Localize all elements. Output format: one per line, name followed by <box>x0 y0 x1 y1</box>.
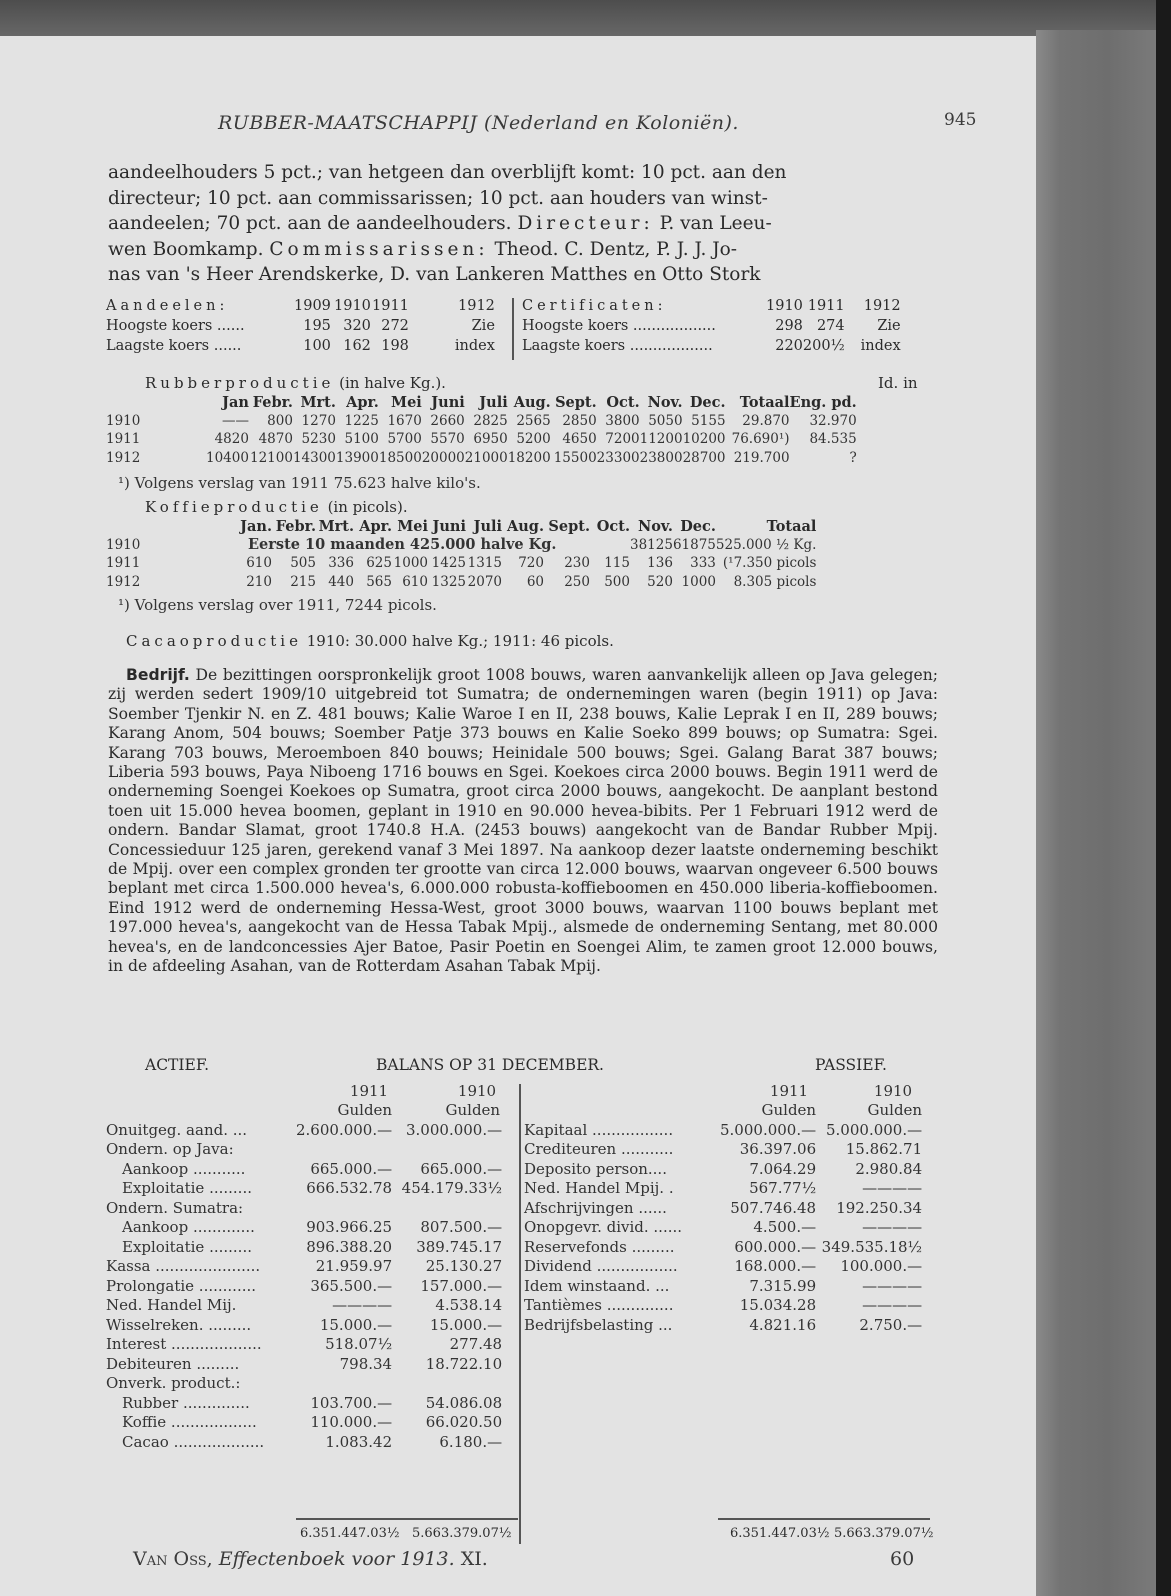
certificaten-koers-table: Certificaten: 1910 1911 1912 Hoogste koers .................. 298 274 Zie Laagste koers .................. 220 200½ index <box>522 298 901 354</box>
passief-total-rule <box>718 1518 930 1520</box>
table-row: Hoogste koers ...... 195 320 272 Zie <box>106 318 495 334</box>
table-row: Hoogste koers .................. 298 274 Zie <box>522 318 901 334</box>
cacao-production: Cacaoproductie 1910: 30.000 halve Kg.; 1911: 46 picols. <box>126 632 614 650</box>
table-row: Exploitatie ......... 666.532.78 454.179.33½ <box>122 1179 503 1198</box>
passief-total-1911: 6.351.447.03½ <box>730 1526 830 1541</box>
table-row: Ned. Handel Mpij. . 567.77½ ———— <box>524 1179 923 1198</box>
rubber-eng-header: Id. in <box>878 374 918 392</box>
intro-line-2: directeur; 10 pct. aan commissarissen; 10 pct. aan houders van winst- <box>108 187 768 209</box>
passief-heading: PASSIEF. <box>815 1056 887 1074</box>
rubber-footnote: ¹) Volgens verslag van 1911 75.623 halve kilo's. <box>118 474 481 492</box>
table-row: Koffie .................. 110.000.— 66.020.50 <box>122 1413 503 1432</box>
table-row: 1911 610 505 336 625 1000 1425 1315 720 230 115 136 333 (¹7.350 picols <box>106 555 817 572</box>
table-row: 1910 Eerste 10 maanden 425.000 halve Kg. 38125 61875 525.000 ½ Kg. <box>106 536 817 554</box>
intro-paragraph <box>108 160 938 288</box>
table-row: Kapitaal ................. 5.000.000.— 5.000.000.— <box>524 1120 923 1139</box>
balans-passief-table: 1911 1910 Gulden Gulden Kapitaal ................. 5.000.000.— 5.000.000.— Crediteuren ........... 36.397.06 15.862.71 Deposito person.... 7.064.29 2.980.84 Ned. Handel Mpij. . 567.77½ ———— Afschrijvingen ...... 507.746.48 192.250.34 Onopgevr. divid. ...... 4.500.— ———— Reservefonds ......... 600.000.— 349.535.18½ Dividend ................. 168.000.— 100.000.— Idem winstaand. ... 7.315.99 ———— Tantièmes .............. 15.034.28 ———— Bedrijfsbelasting ... 4.821.16 2.750.— <box>524 1081 923 1334</box>
koffie-production-title: Koffieproductie (in picols). <box>145 498 408 516</box>
table-row: Cacao ................... 1.083.42 6.180.— <box>122 1432 503 1451</box>
intro-line-3: aandeelen; 70 pct. aan de aandeelhouders. Directeur: P. van Leeu- <box>108 213 772 234</box>
table-row: Laagste koers ...... 100 162 198 index <box>106 338 495 354</box>
balans-title: BALANS OP 31 DECEMBER. <box>376 1056 604 1074</box>
table-row: Onopgevr. divid. ...... 4.500.— ———— <box>524 1218 923 1237</box>
bedrijf-paragraph: Bedrijf. De bezittingen oorspronkelijk groot 1008 bouws, waren aanvankelijk alleen op Java gelegen; zij werden sedert 1909/10 uitgebreid tot Sumatra; de ondernemingen waren (begin 1911) op Java: Soember Tjenkir N. en Z. 481 bouws; Kalie Waroe I en II, 238 bouws, Kalie Leprak I en II, 289 bouws; Karang Anom, 504 bouws; Soember Patje 373 bouws en Kalie Soeko 899 bouws; op Sumatra: Sgei. Karang 703 bouws, Meroemboen 840 bouws; Heinidale 500 bouws; Sgei. Galang Barat 387 bouws; Liberia 593 bouws, Paya Niboeng 1716 bouws en Sgei. Koekoes circa 2000 bouws. Begin 1911 werd de onderneming Soengei Koekoes op Sumatra, groot circa 2000 bouws, aangekocht. De aanplant bestond toen uit 15.000 hevea boomen, geplant in 1910 en 90.000 hevea-bibits. Per 1 Februari 1912 werd de ondern. Bandar Slamat, groot 1740.8 H.A. (2453 bouws) aangekocht van de Bandar Rubber Mpij. Concessieduur 125 jaren, gerekend vanaf 3 Mei 1897. Na aankoop dezer laatste onderneming beschikt de Mpij. over een complex gronden ter grootte van circa 12.000 bouws, waarvan ongeveer 6.500 bouws beplant met circa 1.500.000 hevea's, 6.000.000 robusta-koffieboomen en 450.000 liberia-koffieboomen. Eind 1912 werd de onderneming Hessa-West, groot 3000 bouws, waarvan 1100 bouws beplant met 197.000 hevea's, aangekocht van de Hessa Tabak Mpij., alsmede de onderneming Sentang, met 80.000 hevea's, en de landconcessies Ajer Batoe, Pasir Poetin en Soengei Alim, te zamen groot 12.000 bouws, in de afdeeling Asahan, van de Rotterdam Asahan Tabak Mpij. <box>108 666 938 976</box>
table-row: 1911 4820 4870 5230 5100 5700 5570 6950 5200 4650 7200 11200 10200 76.690¹) 84.535 <box>106 431 857 448</box>
passief-total-1910: 5.663.379.07½ <box>834 1526 934 1541</box>
table-row: Ned. Handel Mij. ———— 4.538.14 <box>106 1296 503 1315</box>
table-row: Wisselreken. ......... 15.000.— 15.000.— <box>106 1315 503 1334</box>
table-row: Dividend ................. 168.000.— 100.000.— <box>524 1257 923 1276</box>
table-row: Deposito person.... 7.064.29 2.980.84 <box>524 1159 923 1178</box>
koffie-production-table: Jan. Febr. Mrt. Apr. Mei Juni Juli Aug. Sept. Oct. Nov. Dec. Totaal 1910 Eerste 10 maanden 425.000 halve Kg. 38125 61875 525.000 ½ Kg. 1911 610 505 336 625 1000 1425 1315 720 230 115 136 333 (¹7.350 picols 1912 210 215 440 565 610 1325 2070 60 250 500 520 1000 8.305 picols <box>106 517 817 590</box>
book-binding <box>1036 30 1156 1596</box>
rubber-production-title: Rubberproductie (in halve Kg.). <box>145 374 446 392</box>
table-row: 1912 210 215 440 565 610 1325 2070 60 250 500 520 1000 8.305 picols <box>106 573 817 590</box>
footer-source: Van Oss, Effectenboek voor 1913. XI. <box>133 1548 488 1570</box>
koffie-footnote: ¹) Volgens verslag over 1911, 7244 picols. <box>118 596 437 614</box>
balans-center-divider <box>519 1084 521 1544</box>
table-row: Exploitatie ......... 896.388.20 389.745.17 <box>122 1237 503 1256</box>
actief-total-1911: 6.351.447.03½ <box>300 1526 400 1541</box>
table-row: Debiteuren ......... 798.34 18.722.10 <box>106 1354 503 1373</box>
actief-heading: ACTIEF. <box>145 1056 210 1074</box>
running-header: RUBBER-MAATSCHAPPIJ (Nederland en Koloniën). <box>218 112 739 134</box>
bedrijf-label: Bedrijf. <box>126 666 190 684</box>
table-row: Aankoop ............. 903.966.25 807.500.— <box>122 1218 503 1237</box>
table-row: Onuitgeg. aand. ... 2.600.000.— 3.000.000.— <box>106 1120 503 1139</box>
actief-total-1910: 5.663.379.07½ <box>412 1526 512 1541</box>
table-row: Reservefonds ......... 600.000.— 349.535.18½ <box>524 1237 923 1256</box>
actief-total-rule <box>296 1518 518 1520</box>
commissarissen-label: Commissarissen: <box>269 238 489 260</box>
book-page <box>0 36 1036 1596</box>
table-row: 1910 —— 800 1270 1225 1670 2660 2825 2565 2850 3800 5050 5155 29.870 32.970 <box>106 412 857 429</box>
intro-line-5: nas van 's Heer Arendskerke, D. van Lankeren Matthes en Otto Stork <box>108 264 761 285</box>
table-row: Tantièmes .............. 15.034.28 ———— <box>524 1296 923 1315</box>
table-row: Laagste koers .................. 220 200½ index <box>522 338 901 354</box>
intro-line-4: wen Boomkamp. Commissarissen: Theod. C. Dentz, P. J. J. Jo- <box>108 238 738 260</box>
table-row: Ondern. Sumatra: <box>106 1198 244 1217</box>
intro-line-1: aandeelhouders 5 pct.; van hetgeen dan overblijft komt: 10 pct. aan den <box>108 162 787 183</box>
table-row: Rubber .............. 103.700.— 54.086.08 <box>122 1393 503 1412</box>
footer-signature: 60 <box>890 1548 915 1570</box>
table-row: Kassa ...................... 21.959.97 25.130.27 <box>106 1257 503 1276</box>
balans-actief-table: 1911 1910 Gulden Gulden Onuitgeg. aand. ... 2.600.000.— 3.000.000.— Ondern. op Java: Aankoop ........... 665.000.— 665.000.— Exploitatie ......... 666.532.78 454.179.33½ Ondern. Sumatra: Aankoop ............. 903.966.25 807.500.— Exploitatie ......... 896.388.20 389.745.17 Kassa ...................... 21.959.97 25.130.27 Prolongatie ............ 365.500.— 157.000.— Ned. Handel Mij. ———— 4.538.14 Wisselreken. ......... 15.000.— 15.000.— Interest ................... 518.07½ 277.48 Debiteuren ......... 798.34 18.722.10 Onverk. product.: Rubber .............. 103.700.— 54.086.08 Koffie .................. 110.000.— 66.020.50 Cacao ................... 1.083.42 6.180.— <box>106 1081 503 1451</box>
table-row: Crediteuren ........... 36.397.06 15.862.71 <box>524 1140 923 1159</box>
table-row: Prolongatie ............ 365.500.— 157.000.— <box>106 1276 503 1295</box>
directeur-label: Directeur: <box>517 213 654 234</box>
table-row: Interest ................... 518.07½ 277.48 <box>106 1335 503 1354</box>
table-row: Aankoop ........... 665.000.— 665.000.— <box>122 1159 503 1178</box>
scan-edge <box>1156 0 1171 1596</box>
scan-background-top <box>0 0 1171 40</box>
page-number: 945 <box>944 110 977 130</box>
table-row: Idem winstaand. ... 7.315.99 ———— <box>524 1276 923 1295</box>
table-row: Onverk. product.: <box>106 1374 241 1393</box>
rubber-production-table: Jan Febr. Mrt. Apr. Mei Juni Juli Aug. Sept. Oct. Nov. Dec. Totaal Eng. pd. 1910 —— 800 1270 1225 1670 2660 2825 2565 2850 3800 5050 5155 29.870 32.970 1911 4820 4870 5230 5100 5700 5570 6950 5200 4650 7200 11200 10200 76.690¹) 84.535 1912 10400 12100 14300 13900 18500 20000 21000 18200 15500 23300 23800 28700 219.700 ? <box>106 393 857 466</box>
aandeelen-koers-table: Aandeelen: 1909 1910 1911 1912 Hoogste koers ...... 195 320 272 Zie Laagste koers ...... 100 162 198 index <box>106 298 495 354</box>
table-row: Afschrijvingen ...... 507.746.48 192.250.34 <box>524 1198 923 1217</box>
table-row: Bedrijfsbelasting ... 4.821.16 2.750.— <box>524 1315 923 1334</box>
table-row: 1912 10400 12100 14300 13900 18500 20000 21000 18200 15500 23300 23800 28700 219.700 ? <box>106 449 857 466</box>
column-divider <box>512 298 514 360</box>
table-row: Ondern. op Java: <box>106 1140 234 1159</box>
